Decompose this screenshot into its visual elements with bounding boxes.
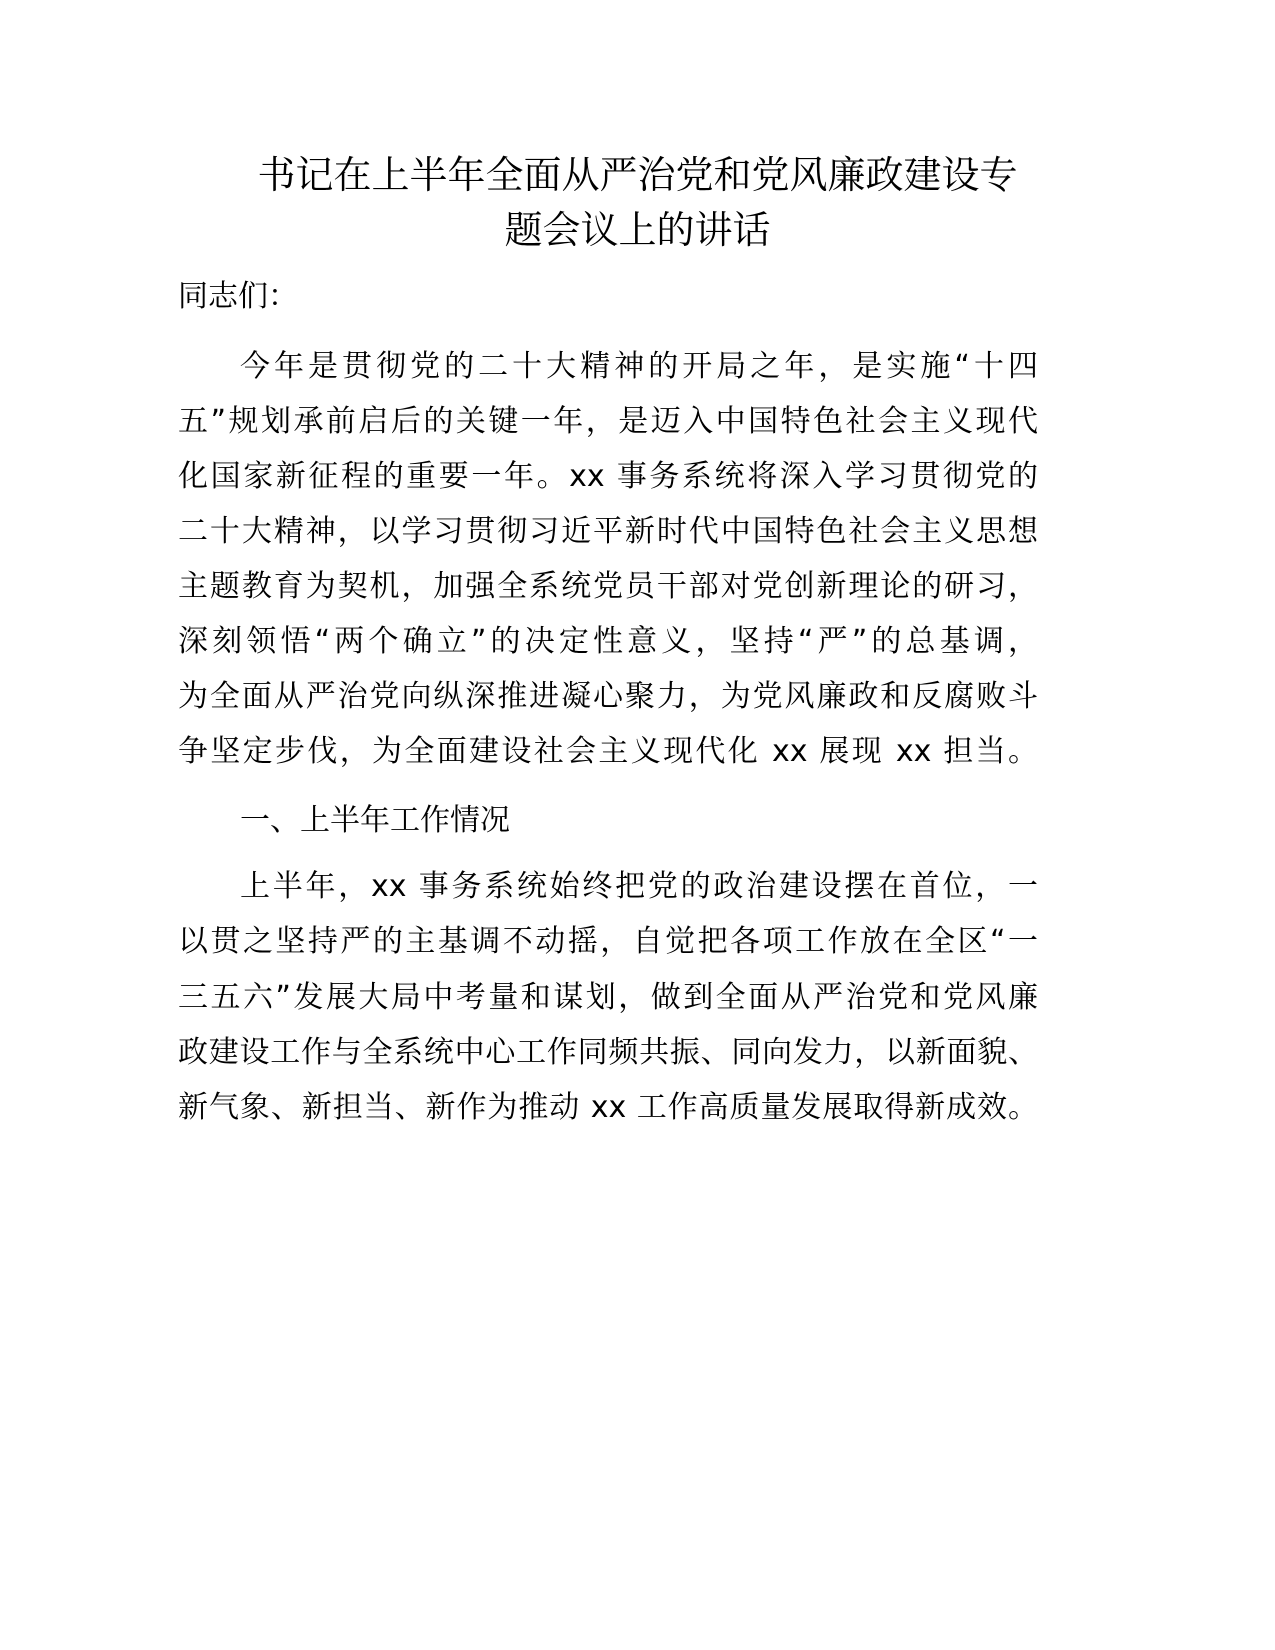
paragraph-line: 为全面从严治党向纵深推进凝心聚力，为党风廉政和反腐败斗 <box>178 679 1038 714</box>
paragraph-line: 争坚定步伐，为全面建设社会主义现代化 xx 展现 xx 担当。 <box>178 734 1038 769</box>
document-title-line-2: 题会议上的讲话 <box>504 208 771 252</box>
section-heading: 一、上半年工作情况 <box>240 803 510 838</box>
paragraph-line: 化国家新征程的重要一年。xx 事务系统将深入学习贯彻党的 <box>178 459 1038 494</box>
paragraph-line: 新气象、新担当、新作为推动 xx 工作高质量发展取得新成效。 <box>178 1090 1038 1125</box>
paragraph-line: 五”规划承前启后的关键一年，是迈入中国特色社会主义现代 <box>178 404 1038 439</box>
paragraph-line: 三五六”发展大局中考量和谋划，做到全面从严治党和党风廉 <box>178 980 1038 1015</box>
paragraph-line: 上半年，xx 事务系统始终把党的政治建设摆在首位，一 <box>240 869 1038 904</box>
paragraph-line: 以贯之坚持严的主基调不动摇，自觉把各项工作放在全区“一 <box>178 924 1038 959</box>
paragraph-line: 今年是贯彻党的二十大精神的开局之年，是实施“十四 <box>240 349 1038 384</box>
paragraph-line: 主题教育为契机，加强全系统党员干部对党创新理论的研习， <box>178 569 1038 604</box>
paragraph-line: 政建设工作与全系统中心工作同频共振、同向发力，以新面貌、 <box>178 1035 1038 1070</box>
paragraph-line: 二十大精神，以学习贯彻习近平新时代中国特色社会主义思想 <box>178 514 1038 549</box>
paragraph-line: 深刻领悟“两个确立”的决定性意义，坚持“严”的总基调， <box>178 624 1038 659</box>
salutation: 同志们： <box>178 279 298 314</box>
document-title-line-1: 书记在上半年全面从严治党和党风廉政建设专 <box>257 153 1018 197</box>
